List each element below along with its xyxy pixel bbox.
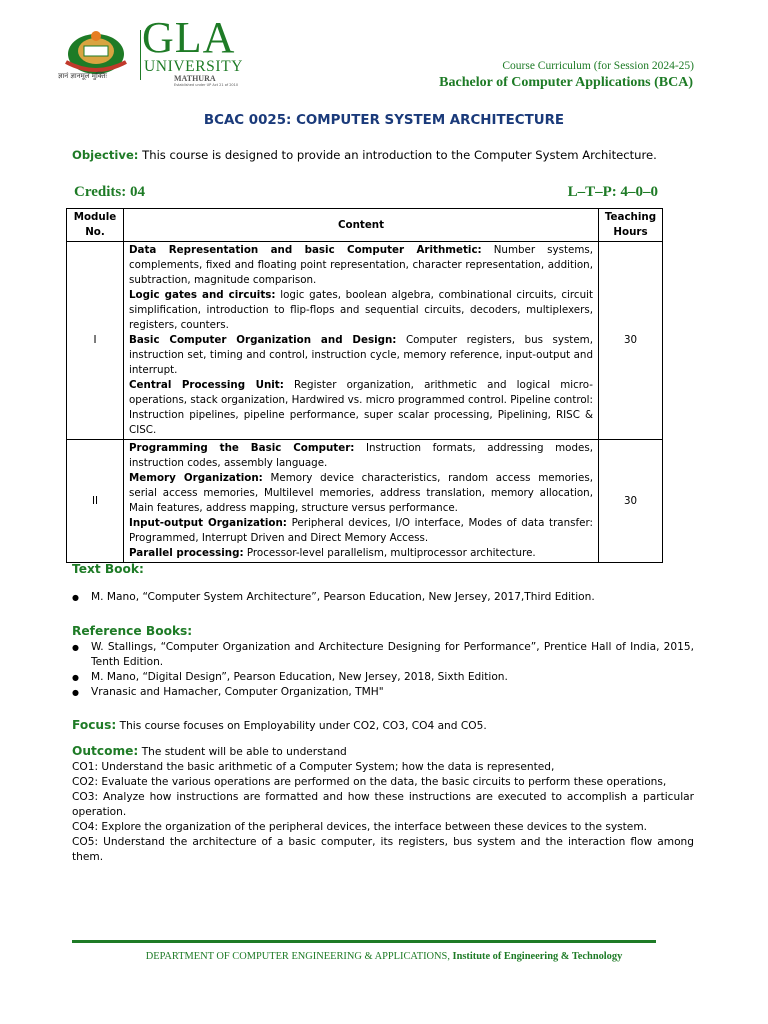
module-hours: 30 bbox=[599, 242, 663, 440]
outcome-intro bbox=[72, 744, 347, 760]
topic bbox=[129, 441, 593, 471]
focus bbox=[72, 718, 487, 734]
logo-city: MATHURA bbox=[174, 74, 216, 83]
objective-label: Objective: bbox=[72, 148, 139, 162]
topic-heading: Programming the Basic Computer: bbox=[129, 442, 355, 454]
footer-institute: Institute of Engineering & Technology bbox=[452, 951, 623, 962]
topic-text: Memory device characteristics, random access memories, serial access memories, Multilevel memories, address translation, memory allocation, Main features, address mapping, structure versus performance. bbox=[129, 472, 593, 514]
outcome-text: Analyze how instructions are formatted and how these instructions are executed to accomplish a particular operation. bbox=[72, 791, 694, 818]
header-hours: Teaching Hours bbox=[599, 209, 663, 242]
topic-text: Processor-level parallelism, multiprocessor architecture. bbox=[243, 547, 536, 559]
header-content: Content bbox=[124, 209, 599, 242]
topic-text: logic gates, boolean algebra, combinational circuits, circuit simplification, introduction to flip-flops and sequential circuits, decoders, multiplexers, registers, counters. bbox=[129, 289, 593, 331]
logo-motto: ज्ञानं ज्ञानमूलं मुक्तिः bbox=[58, 72, 107, 80]
topic-heading: Input-output Organization: bbox=[129, 517, 287, 529]
list-item: ● M. Mano, “Computer System Architecture”, Pearson Education, New Jersey, 2017,Third Edition. bbox=[72, 590, 694, 605]
module-content bbox=[124, 440, 599, 563]
module-number: II bbox=[67, 440, 124, 563]
topic-heading: Memory Organization: bbox=[129, 472, 263, 484]
topic-text: Instruction formats, addressing modes, instruction codes, assembly language. bbox=[129, 442, 593, 469]
outcome-item bbox=[72, 835, 694, 865]
objective-text: This course is designed to provide an introduction to the Computer System Architecture. bbox=[142, 148, 657, 162]
ltp: L–T–P: 4–0–0 bbox=[567, 184, 658, 200]
logo-divider bbox=[140, 30, 141, 80]
outcome-code: CO3: bbox=[72, 791, 99, 803]
topic bbox=[129, 243, 593, 288]
list-item: ● W. Stallings, “Computer Organization and Architecture Designing for Performance”, Prentice Hall of India, 2015, Tenth Edition. bbox=[72, 640, 694, 670]
table-row bbox=[67, 440, 663, 563]
topic-heading: Basic Computer Organization and Design: bbox=[129, 334, 397, 346]
footer-department: DEPARTMENT OF COMPUTER ENGINEERING & APPLICATIONS, bbox=[145, 951, 450, 962]
outcome-item bbox=[72, 775, 694, 790]
references-list bbox=[72, 640, 694, 700]
session-text: Course Curriculum (for Session 2024-25) bbox=[502, 60, 694, 72]
topic bbox=[129, 546, 593, 561]
objective bbox=[72, 148, 657, 163]
topic bbox=[129, 516, 593, 546]
outcome-code: CO2: bbox=[72, 776, 99, 788]
footer-divider bbox=[72, 940, 656, 943]
table-row bbox=[67, 242, 663, 440]
list-item: ● M. Mano, “Digital Design”, Pearson Education, New Jersey, 2018, Sixth Edition. bbox=[72, 670, 694, 685]
outcome-item bbox=[72, 760, 694, 775]
program-title: Bachelor of Computer Applications (BCA) bbox=[439, 75, 693, 90]
outcome-item bbox=[72, 820, 694, 835]
topic bbox=[129, 378, 593, 438]
topic bbox=[129, 333, 593, 378]
outcome-code: CO4: bbox=[72, 821, 99, 833]
topic-text: Computer registers, bus system, instruction set, timing and control, instruction cycle, memory reference, input-output and interrupt. bbox=[129, 334, 593, 376]
outcome-list bbox=[72, 760, 694, 865]
module-number: I bbox=[67, 242, 124, 440]
topic-text: Register organization, arithmetic and logical micro-operations, stack organization, Hardwired vs. micro programmed control. Pipeline control: Instruction pipelines, pipeline performance, super scalar processing, Pipelining, RISC & CISC. bbox=[129, 379, 593, 436]
logo-university: UNIVERSITY bbox=[144, 58, 243, 75]
topic-heading: Logic gates and circuits: bbox=[129, 289, 276, 301]
outcome-text: Understand the basic arithmetic of a Computer System; how the data is represented, bbox=[101, 761, 555, 773]
syllabus-table bbox=[66, 208, 663, 563]
topic-heading: Data Representation and basic Computer Arithmetic: bbox=[129, 244, 482, 256]
table-header-row bbox=[67, 209, 663, 242]
module-content bbox=[124, 242, 599, 440]
footer bbox=[0, 951, 768, 962]
topic-heading: Parallel processing: bbox=[129, 547, 244, 559]
topic-text: Number systems, complements, fixed and floating point representation, character representation, addition, subtraction, magnitude comparison. bbox=[129, 244, 593, 286]
outcome-intro-text: The student will be able to understand bbox=[141, 746, 347, 758]
credits: Credits: 04 bbox=[74, 184, 145, 200]
outcome-text: Evaluate the various operations are performed on the data, the basic circuits to perform these operations, bbox=[101, 776, 667, 788]
topic-heading: Central Processing Unit: bbox=[129, 379, 284, 391]
university-logo bbox=[58, 13, 248, 87]
header-module: Module No. bbox=[67, 209, 124, 242]
focus-label: Focus: bbox=[72, 718, 117, 732]
outcome-item bbox=[72, 790, 694, 820]
logo-gla: GLA bbox=[142, 13, 236, 62]
topic bbox=[129, 471, 593, 516]
outcome-code: CO1: bbox=[72, 761, 99, 773]
outcome-text: Explore the organization of the peripheral devices, the interface between these devices to the system. bbox=[101, 821, 648, 833]
course-title: BCAC 0025: COMPUTER SYSTEM ARCHITECTURE bbox=[203, 113, 565, 128]
outcome-text: Understand the architecture of a basic computer, its registers, bus system and the interaction flow among them. bbox=[72, 836, 694, 863]
focus-text: This course focuses on Employability under CO2, CO3, CO4 and CO5. bbox=[119, 720, 487, 732]
textbook-list bbox=[72, 590, 694, 605]
list-item: ● Vranasic and Hamacher, Computer Organization, TMH" bbox=[72, 685, 694, 700]
module-hours: 30 bbox=[599, 440, 663, 563]
logo-establishment: Established under UP Act 21 of 2010 bbox=[174, 83, 239, 87]
outcome-label: Outcome: bbox=[72, 744, 139, 758]
references-heading: Reference Books: bbox=[72, 624, 193, 638]
topic bbox=[129, 288, 593, 333]
topic-text: Peripheral devices, I/O interface, Modes of data transfer: Programmed, Interrupt Driven and Direct Memory Access. bbox=[129, 517, 593, 544]
outcome-code: CO5: bbox=[72, 836, 99, 848]
textbook-heading: Text Book: bbox=[72, 562, 144, 576]
